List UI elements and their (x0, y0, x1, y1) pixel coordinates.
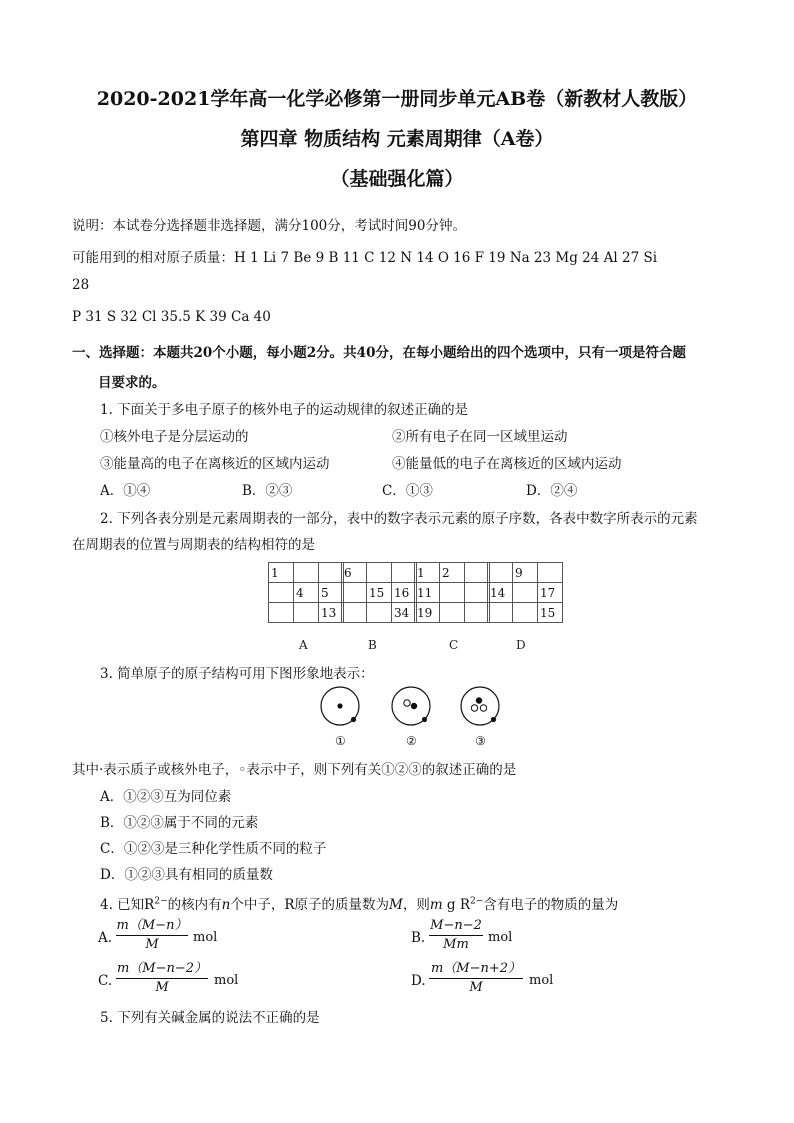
cell: 1 (415, 563, 440, 583)
cell (538, 563, 563, 583)
cell (465, 603, 490, 623)
q3-option-a[interactable]: A．①②③互为同位素 (100, 789, 232, 805)
q1-statement-4: ④能量低的电子在离核近的区域内运动 (392, 456, 622, 472)
q3-option-c[interactable]: C．①②③是三种化学性质不同的粒子 (100, 841, 327, 857)
q3-option-d[interactable]: D．①②③具有相同的质量数 (100, 867, 273, 883)
table-label-d: D (516, 638, 526, 652)
q2-stem-cont: 在周期表的位置与周期表的结构相符的是 (72, 537, 315, 553)
atomic-masses-line1: 可能用到的相对原子质量：H 1 Li 7 Be 9 B 11 C 12 N 14 O 16 F 19 Na 23 Mg 24 Al 27 Si (72, 250, 658, 266)
q3-stem: 3. 简单原子的原子结构可用下图形象地表示： (100, 666, 374, 682)
q4-option-a-label[interactable]: A. (98, 930, 113, 946)
q3-option-b[interactable]: B．①②③属于不同的元素 (100, 815, 259, 831)
cell (367, 563, 392, 583)
atom-label-1: ① (335, 734, 346, 748)
section-heading: 一、选择题：本题共20个小题，每小题2分。共40分，在每小题给出的四个选项中，只有一项是符合题 (72, 345, 686, 361)
q1-option-b[interactable]: B．②③ (242, 483, 293, 499)
cell: 4 (294, 583, 319, 603)
cell (269, 583, 294, 603)
q5-stem: 5. 下列有关碱金属的说法不正确的是 (100, 1010, 320, 1026)
table-label-b: B (368, 638, 377, 652)
q4-option-c-fraction: m（M−n−2） M (116, 961, 208, 995)
periodic-fragment-a (268, 562, 344, 623)
atomic-masses-line2: 28 (72, 277, 90, 293)
cell: 11 (415, 583, 440, 603)
cell (440, 583, 465, 603)
cell (513, 583, 538, 603)
cell: 5 (319, 583, 344, 603)
cell (488, 563, 513, 583)
q4-option-d-unit: mol (529, 973, 554, 988)
cell: 1 (269, 563, 294, 583)
q4-option-a-unit: mol (193, 930, 218, 945)
q2-stem: 2. 下列各表分别是元素周期表的一部分，表中的数字表示元素的原子序数，各表中数字所表示的元素 (100, 511, 698, 527)
cell: 14 (488, 583, 513, 603)
q1-option-a[interactable]: A．①④ (100, 483, 151, 499)
cell (513, 603, 538, 623)
q4-option-b-fraction: M−n−2 Mm (430, 918, 482, 952)
q4-option-b-unit: mol (488, 930, 513, 945)
q1-option-c[interactable]: C．①③ (382, 483, 433, 499)
q4-option-d-fraction: m（M−n+2） M (430, 961, 522, 995)
cell (465, 563, 490, 583)
atomic-masses-line3: P 31 S 32 Cl 35.5 K 39 Ca 40 (72, 309, 271, 325)
cell: 13 (319, 603, 344, 623)
cell: 15 (538, 603, 563, 623)
cell (294, 563, 319, 583)
cell (465, 583, 490, 603)
section-heading-cont: 目要求的。 (98, 375, 166, 391)
q4-stem: 4. 已知$R^{2-}$的核内有n个中子，R原子的质量数为M，则m g $R^{2-}$含有电子的物质的量为 (100, 896, 619, 913)
q4-option-a-fraction: m（M−n） M (116, 918, 188, 952)
cell (294, 603, 319, 623)
atom-3-diagram (461, 687, 499, 725)
q4-option-d-label[interactable]: D. (411, 973, 426, 989)
periodic-fragment-d (487, 562, 563, 623)
q3-legend: 其中·表示质子或核外电子，◦表示中子，则下列有关①②③的叙述正确的是 (72, 762, 517, 778)
table-label-a: A (299, 638, 308, 652)
chapter-title: 第四章 物质结构 元素周期律（A卷） (240, 128, 554, 150)
cell (342, 583, 367, 603)
atom-2-diagram (392, 687, 430, 725)
cell: 19 (415, 603, 440, 623)
cell: 2 (440, 563, 465, 583)
cell: 17 (538, 583, 563, 603)
table-label-c: C (449, 638, 459, 652)
q4-option-c-unit: mol (214, 973, 239, 988)
exam-note: 说明：本试卷分选择题非选择题，满分100分，考试时间90分钟。 (72, 218, 466, 234)
cell (319, 563, 344, 583)
cell: 9 (513, 563, 538, 583)
atom-label-2: ② (406, 734, 417, 748)
cell (269, 603, 294, 623)
q1-statement-2: ②所有电子在同一区域里运动 (392, 429, 568, 445)
q1-statement-1: ①核外电子是分层运动的 (100, 429, 249, 445)
q1-stem: 1. 下面关于多电子原子的核外电子的运动规律的叙述正确的是 (100, 402, 469, 418)
cell: 15 (367, 583, 392, 603)
cell (488, 603, 513, 623)
periodic-fragment-b (341, 562, 417, 623)
cell (440, 603, 465, 623)
atom-structure-diagram (318, 684, 508, 728)
exam-title: 2020-2021学年高一化学必修第一册同步单元AB卷（新教材人教版） (96, 88, 698, 110)
q4-option-b-label[interactable]: B. (411, 930, 426, 946)
cell (342, 603, 367, 623)
q1-statement-3: ③能量高的电子在离核近的区域内运动 (100, 456, 330, 472)
cell (392, 563, 417, 583)
cell: 6 (342, 563, 367, 583)
subtitle: （基础强化篇） (330, 168, 464, 190)
q4-option-c-label[interactable]: C. (98, 973, 113, 989)
q1-option-d[interactable]: D．②④ (526, 483, 578, 499)
cell: 34 (392, 603, 417, 623)
cell: 16 (392, 583, 417, 603)
atom-1-diagram (321, 687, 359, 725)
periodic-fragment-c (414, 562, 490, 623)
cell (367, 603, 392, 623)
atom-label-3: ③ (475, 734, 486, 748)
